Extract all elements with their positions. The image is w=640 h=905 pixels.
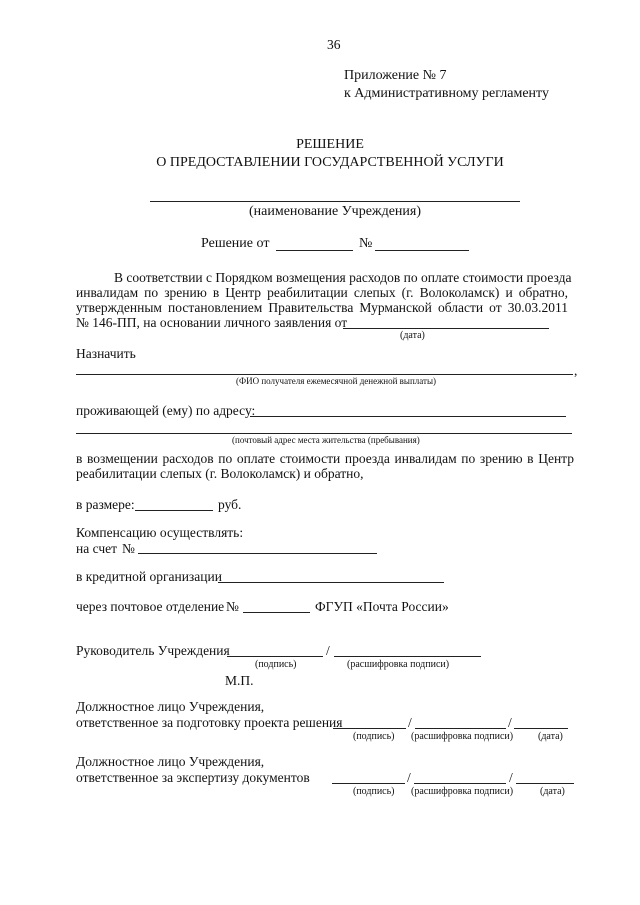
- address-field-line1[interactable]: [250, 416, 566, 417]
- title-line1: РЕШЕНИЕ: [296, 137, 364, 152]
- body-line4: № 146-ПП, на основании личного заявления от: [76, 315, 348, 330]
- body-line1: В соответствии с Порядком возмещения расходов по оплате стоимости проезда: [114, 270, 572, 285]
- amount-label: в размере:: [76, 497, 135, 512]
- assign-comma: ,: [574, 363, 578, 378]
- application-date-caption: (дата): [400, 330, 425, 341]
- title-line2: О ПРЕДОСТАВЛЕНИИ ГОСУДАРСТВЕННОЙ УСЛУГИ: [156, 155, 504, 170]
- official2-date-caption: (дата): [540, 786, 565, 797]
- official2-slash-1: /: [407, 770, 411, 785]
- post-suffix: ФГУП «Почта России»: [315, 599, 449, 614]
- account-number-field[interactable]: [138, 553, 377, 554]
- reimbursement-line1: в возмещении расходов по оплате стоимости проезда инвалидам по зрению в Центр: [76, 451, 574, 466]
- appendix-line2: к Административному регламенту: [344, 86, 549, 101]
- address-field-line2[interactable]: [76, 433, 572, 434]
- credit-org-label: в кредитной организации: [76, 569, 222, 584]
- post-office-number-field[interactable]: [243, 612, 310, 613]
- official2-decoding-field[interactable]: [414, 783, 506, 784]
- official1-signature-field[interactable]: [333, 728, 406, 729]
- account-number-sign: №: [122, 541, 135, 556]
- appendix-line1: Приложение № 7: [344, 68, 447, 83]
- official1-date-caption: (дата): [538, 731, 563, 742]
- reimbursement-line2: реабилитации слепых (г. Волоколамск) и обратно,: [76, 466, 364, 481]
- official1-slash-1: /: [408, 715, 412, 730]
- assign-label: Назначить: [76, 346, 136, 361]
- head-decoding-caption: (расшифровка подписи): [347, 659, 450, 670]
- official2-signature-caption: (подпись): [353, 786, 395, 797]
- official1-signature-caption: (подпись): [353, 731, 395, 742]
- official1-decoding-field[interactable]: [415, 728, 506, 729]
- recipient-fio-field[interactable]: [76, 374, 573, 375]
- body-line3: утвержденным постановлением Правительства Мурманской области от 30.03.2011: [76, 300, 568, 315]
- official1-decoding-caption: (расшифровка подписи): [411, 731, 514, 742]
- head-signature-caption: (подпись): [255, 659, 297, 670]
- official1-line2: ответственное за подготовку проекта решения: [76, 715, 343, 730]
- decision-number-sign: №: [359, 236, 373, 251]
- official2-decoding-caption: (расшифровка подписи): [411, 786, 514, 797]
- head-decoding-field[interactable]: [334, 656, 481, 657]
- head-slash: /: [326, 643, 330, 658]
- stamp-label: М.П.: [225, 673, 254, 688]
- official1-slash-2: /: [508, 715, 512, 730]
- official2-line1: Должностное лицо Учреждения,: [76, 754, 265, 769]
- post-number-sign: №: [226, 599, 239, 614]
- amount-field[interactable]: [135, 510, 213, 511]
- official1-line1: Должностное лицо Учреждения,: [76, 699, 265, 714]
- official2-signature-field[interactable]: [332, 783, 405, 784]
- head-label: Руководитель Учреждения: [76, 643, 230, 658]
- official2-slash-2: /: [509, 770, 513, 785]
- decision-date-field[interactable]: [276, 250, 353, 251]
- application-date-field[interactable]: [343, 328, 549, 329]
- institution-name-line[interactable]: [150, 201, 520, 202]
- head-signature-field[interactable]: [227, 656, 323, 657]
- official2-date-field[interactable]: [516, 783, 574, 784]
- credit-org-field[interactable]: [218, 582, 444, 583]
- fio-caption: (ФИО получателя ежемесячной денежной выплаты): [236, 376, 437, 386]
- account-label: на счет: [76, 541, 117, 556]
- address-caption: (почтовый адрес места жительства (пребывания): [232, 435, 420, 445]
- official2-line2: ответственное за экспертизу документов: [76, 770, 310, 785]
- address-label: проживающей (ему) по адресу:: [76, 403, 256, 418]
- official1-date-field[interactable]: [514, 728, 568, 729]
- body-line2: инвалидам по зрению в Центр реабилитации слепых (г. Волоколамск) и обратно,: [76, 285, 568, 300]
- decision-label: Решение от: [201, 236, 270, 251]
- institution-caption: (наименование Учреждения): [248, 204, 422, 219]
- page-number: 36: [327, 37, 341, 52]
- decision-number-field[interactable]: [375, 250, 469, 251]
- post-label: через почтовое отделение: [76, 599, 225, 614]
- amount-unit: руб.: [218, 497, 242, 512]
- compensation-label: Компенсацию осуществлять:: [76, 525, 244, 540]
